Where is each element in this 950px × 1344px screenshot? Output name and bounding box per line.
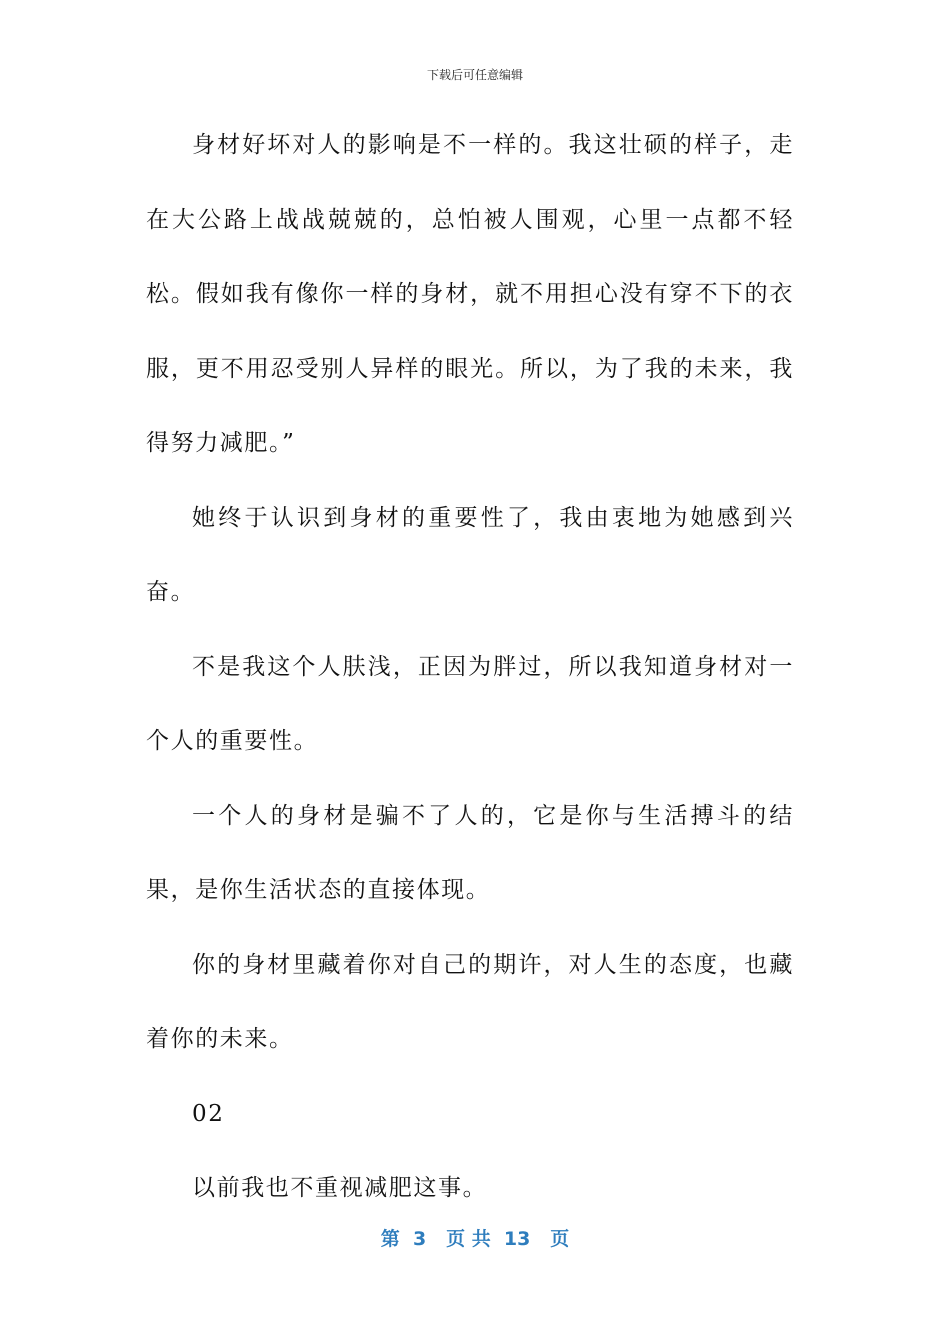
header-note: 下载后可任意编辑 [426,68,523,82]
section-number: 02 [192,1100,225,1127]
paragraph-1: 身材好坏对人的影响是不一样的。我这壮硕的样子，走在大公路上战战兢兢的，总怕被人围观，心里一点都不轻松。假如我有像你一样的身材，就不用担心没有穿不下的衣服，更不用忍受别人异样的眼光。所以，为了我的未来，我得努力减肥。” [146,132,794,456]
paragraph-6: 以前我也不重视减肥这事。 [192,1175,488,1201]
paragraph-5: 你的身材里藏着你对自己的期许，对人生的态度，也藏着你的未来。 [146,951,794,1052]
page-footer: 第 3 页 共 13 页 [380,1228,570,1250]
document-body [146,108,794,1226]
paragraph-4: 一个人的身材是骗不了人的，它是你与生活搏斗的结果，是你生活状态的直接体现。 [146,802,794,903]
paragraph-3: 不是我这个人肤浅，正因为胖过，所以我知道身材对一个人的重要性。 [146,653,794,754]
paragraph-2: 她终于认识到身材的重要性了，我由衷地为她感到兴奋。 [146,504,794,605]
